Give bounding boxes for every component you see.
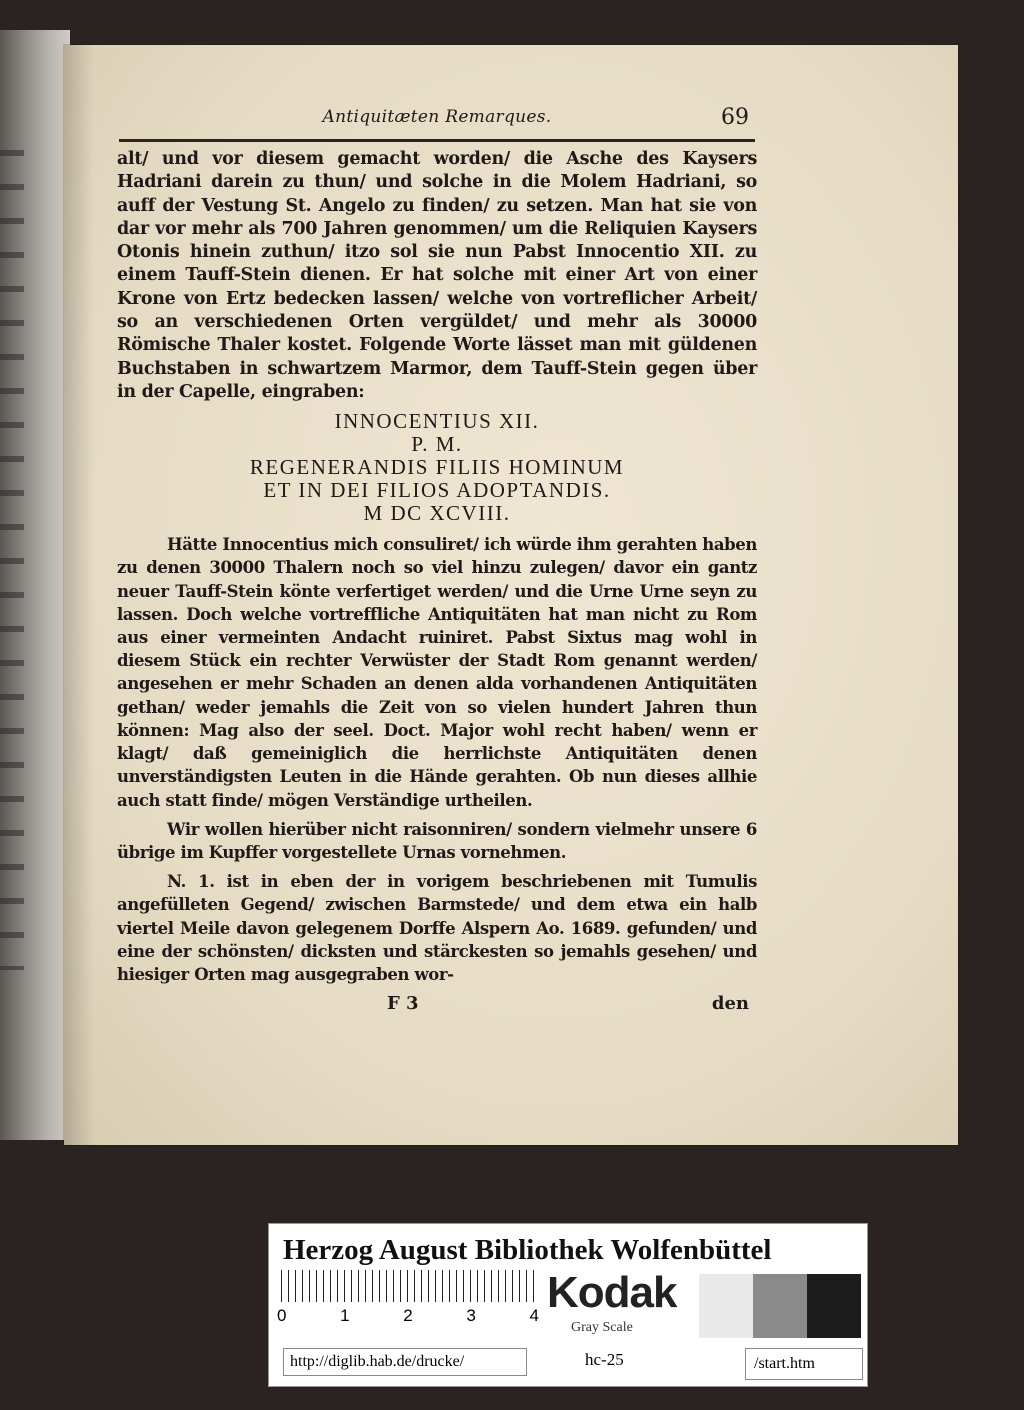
ruler-number: 3 [466,1306,476,1325]
gray-patch [807,1274,861,1338]
shelfmark: hc-25 [585,1350,624,1369]
gray-patch [753,1274,807,1338]
inscription-line-3: REGENERANDIS FILIIS HOMINUM [249,455,625,480]
inscription-line-2: P. M. [411,432,463,457]
page-text [117,105,757,1016]
inscription-line-1: INNOCENTIUS XII. [334,409,540,434]
left-page-edge-marks [0,150,24,970]
running-head: Antiquitæten Remarques. [322,107,552,127]
paragraph-3: Wir wollen hierüber nicht raisonniren/ sondern vielmehr unsere 6 übrige im Kupffer vorgestellete Urnas vornehmen. [117,819,757,862]
page-header [117,105,757,139]
library-name: Herzog August Bibliothek Wolfenbüttel [283,1234,772,1266]
signature-mark: F 3 [387,993,419,1015]
page-footer [117,992,757,1016]
ruler-number: 4 [529,1306,539,1325]
left-page-edges [0,30,70,1140]
gray-scale-patches [699,1274,861,1338]
color-target-card [268,1223,868,1387]
header-rule [119,139,755,142]
measurement-ruler [281,1270,537,1302]
gray-scale-label: Gray Scale [571,1320,633,1335]
catchword: den [711,993,749,1015]
inscription [117,410,757,525]
page-number: 69 [721,105,749,130]
start-path: /start.htm [745,1348,863,1380]
kodak-logo: Kodak [547,1268,677,1317]
paragraph-4: N. 1. ist in eben der in vorigem beschriebenen mit Tumulis angefülleten Gegend/ zwischen Barmstede/ und dem etwa ein halb viertel Meile davon gelegenem Dorffe Alspern Ao. 1689. gefunden/ und eine der schönsten/ dicksten und stärckesten so jemahls gesehen/ und hiesiger Orten mag ausgegraben wor- [117,872,757,984]
paragraph-1: alt/ und vor diesem gemacht worden/ die Asche des Kaysers Hadriani darein zu thun/ und solche in die Molem Hadriani, so auff der Vestung St. Angelo zu finden/ zu setzen. Man hat sie von dar vor mehr als 700 Jahren genommen/ um die Reliquien Kaysers Otonis hinein zuthun/ itzo sol sie nun Pabst Innocentio XII. zu einem Tauff-Stein dienen. Er hat solche mit einer Art von einer Krone von Ertz bedecken lassen/ welche von vortreflicher Arbeit/ so an verschiedenen Orten vergüldet/ und mehr als 30000 Römische Thaler kostet. Folgende Worte lässet man mit güldenen Buchstaben in schwartzem Marmor, dem Tauff-Stein gegen über in der Capelle, eingraben: [117,149,757,402]
ruler-numbers [277,1306,539,1326]
gray-patch [699,1274,753,1338]
ruler-number: 0 [277,1306,287,1325]
paragraph-2: Hätte Innocentius mich consuliret/ ich würde ihm gerahten haben zu denen 30000 Thalern noch so viel hinzu zulegen/ davor ein gantz neuer Tauff-Stein könte verfertiget werden/ und die Urne Urne seyn zu lassen. Doch welche vortreffliche Antiquitäten hat man nicht zu Rom aus einer vermeinten Andacht ruiniret. Pabst Sixtus mag wohl in diesem Stück ein rechter Verwüster der Stadt Rom genannt werden/ angesehen er mehr Schaden an denen alda vorhandenen Antiquitäten gethan/ weder jemahls die Zeit von so vielen hundert Jahren thun können: Mag also der seel. Doct. Major wohl recht haben/ wenn er klagt/ daß gemeiniglich die herrlichste Antiquitäten denen unverständigsten Leuten in die Hände gerahten. Ob nun dieses allhie auch statt finde/ mögen Verständige urtheilen. [117,535,757,810]
inscription-line-5: M DC XCVIII. [363,501,511,526]
ruler-number: 1 [340,1306,350,1325]
ruler-number: 2 [403,1306,413,1325]
inscription-line-4: ET IN DEI FILIOS ADOPTANDIS. [263,478,611,503]
library-url: http://diglib.hab.de/drucke/ [283,1348,527,1376]
page-gutter-shadow [64,45,94,1145]
